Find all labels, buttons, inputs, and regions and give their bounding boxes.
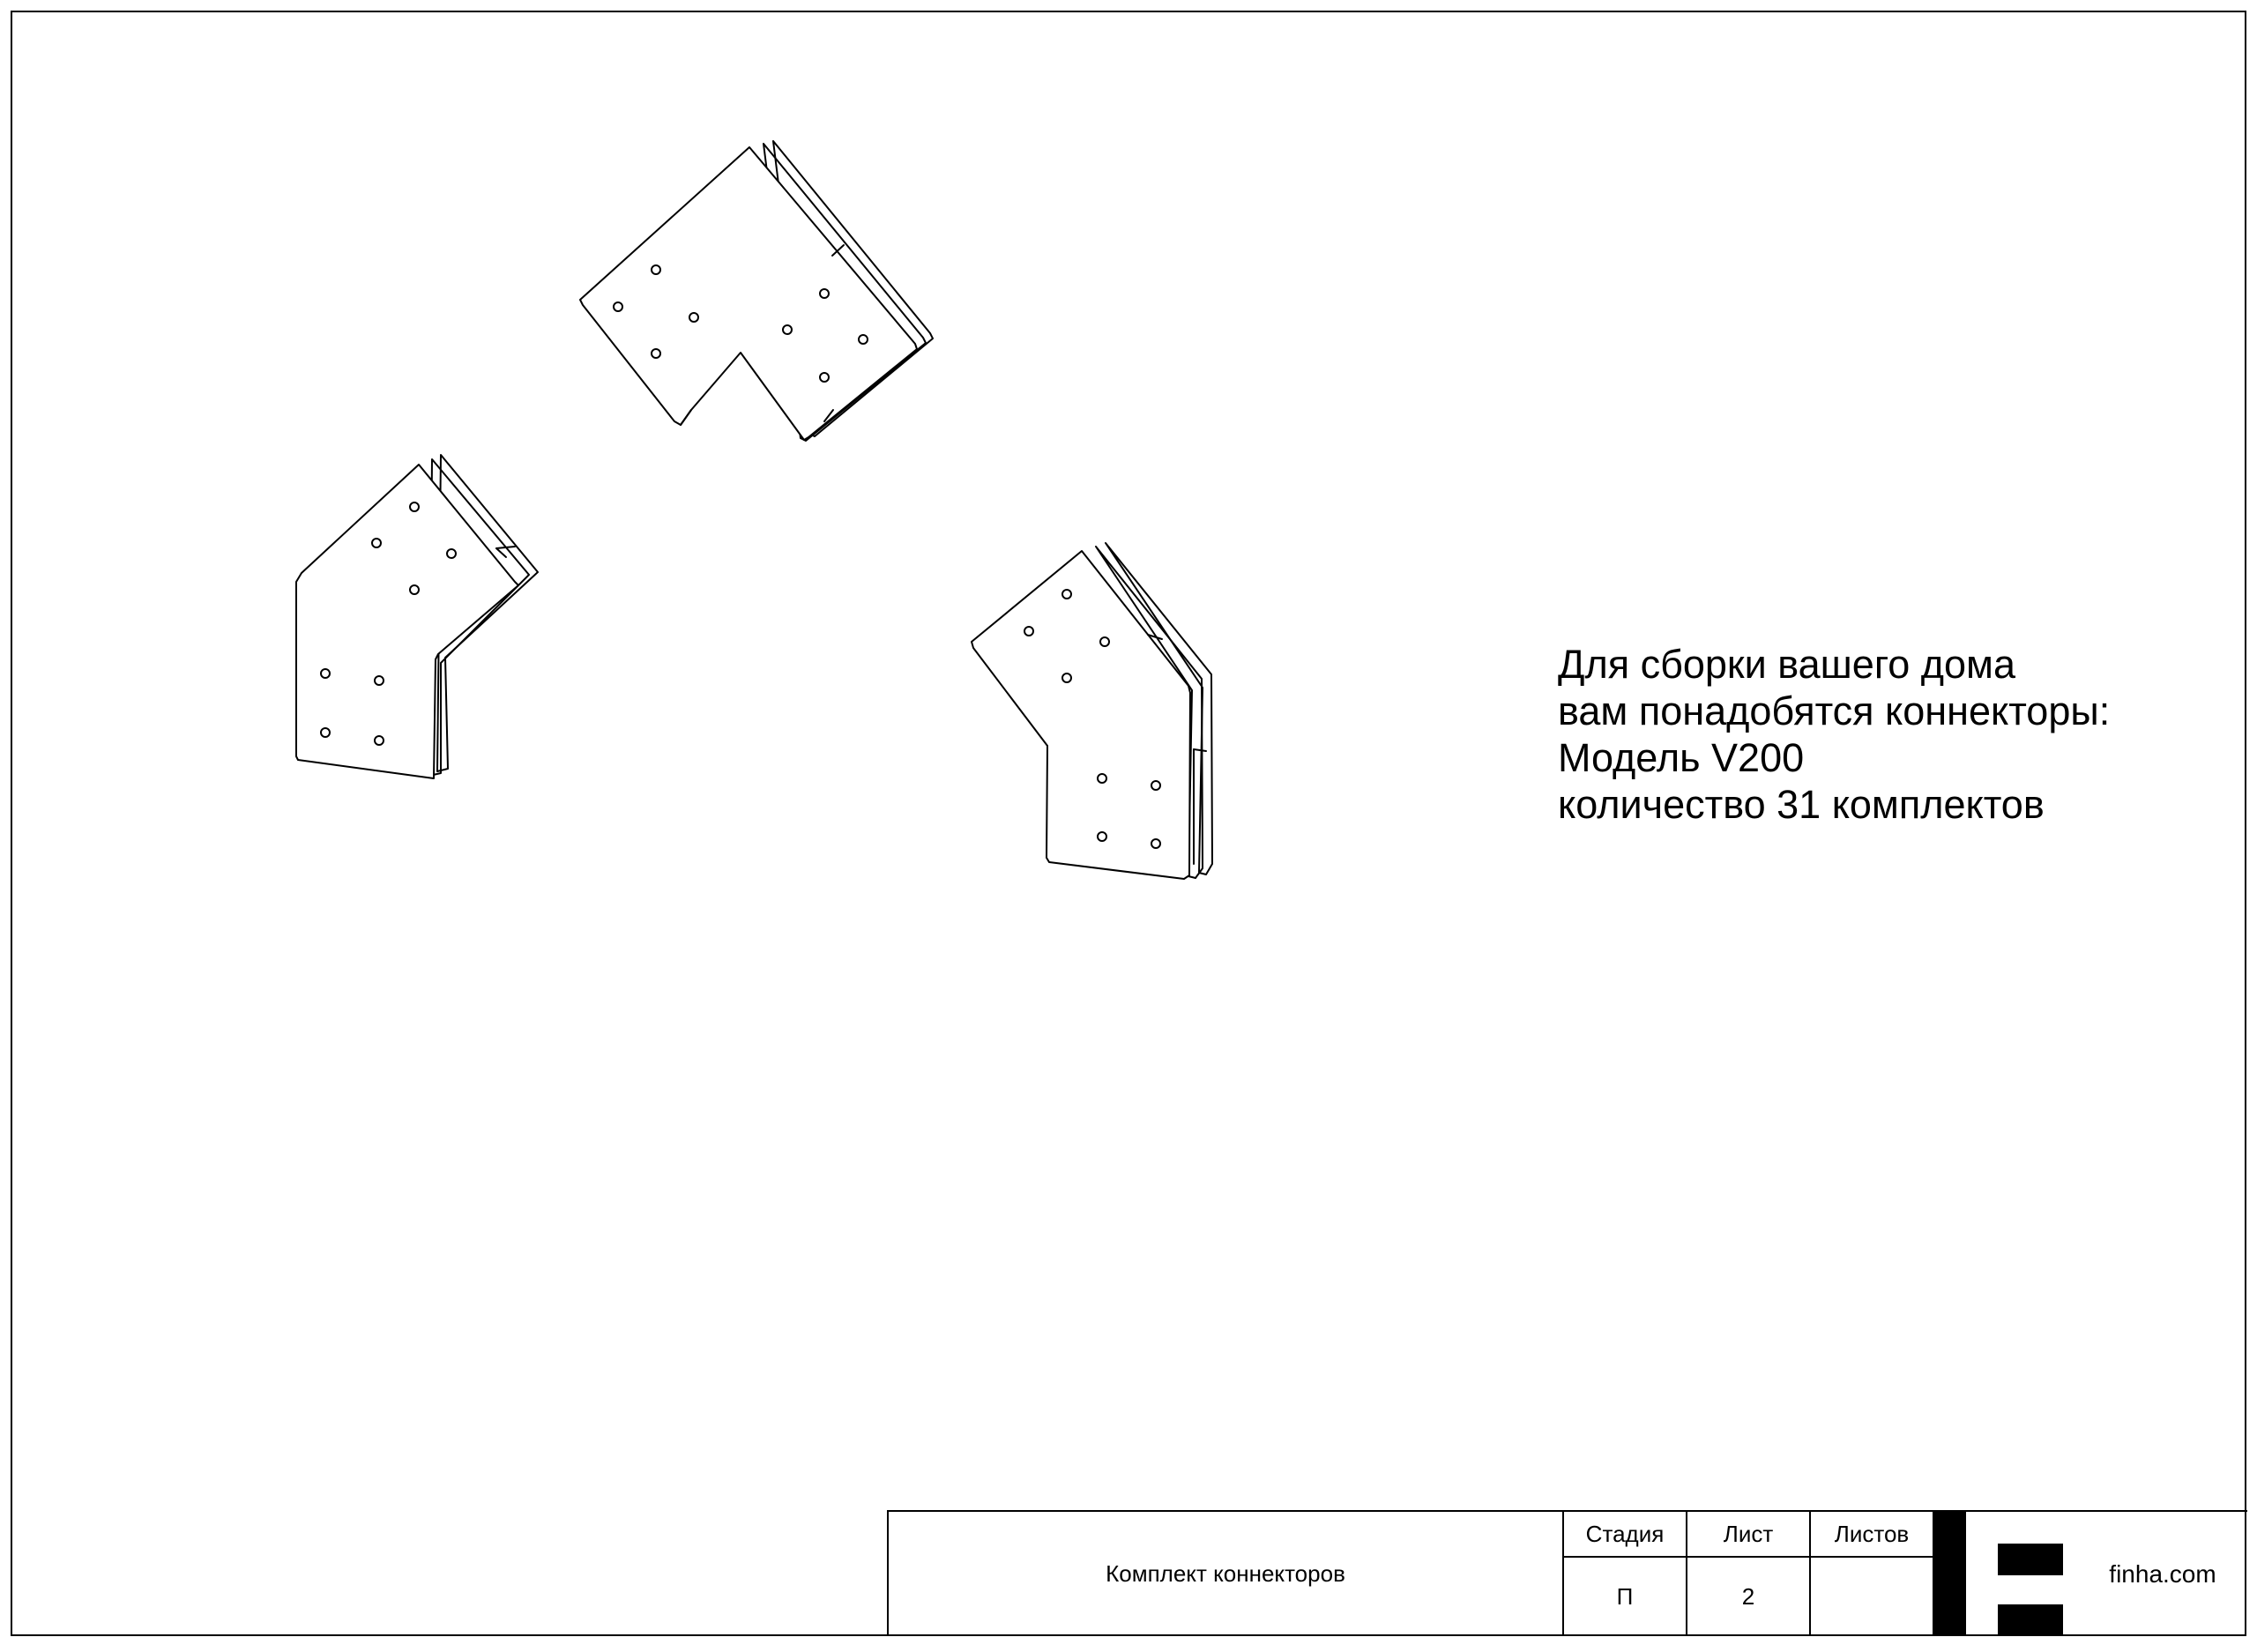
title-block-name: Комплект коннекторов bbox=[889, 1512, 1564, 1636]
sheet-value: 2 bbox=[1687, 1558, 1811, 1636]
connector-angled-center bbox=[972, 543, 1212, 879]
note-line-3: Модель V200 bbox=[1558, 735, 1805, 780]
sheets-value bbox=[1811, 1558, 1934, 1636]
title-block bbox=[887, 1510, 2247, 1636]
logo-mark bbox=[1934, 1512, 1966, 1636]
connector-l-shaped bbox=[580, 141, 933, 441]
stage-value: П bbox=[1564, 1558, 1687, 1636]
connector-angled-left bbox=[296, 455, 538, 778]
note-line-4: количество 31 комплектов bbox=[1558, 782, 2045, 827]
sheets-header: Листов bbox=[1811, 1512, 1934, 1558]
note-line-1: Для сборки вашего дома bbox=[1558, 642, 2016, 687]
stage-header: Стадия bbox=[1564, 1512, 1687, 1558]
sheet-header: Лист bbox=[1687, 1512, 1811, 1558]
note-line-2: вам понадобятся коннекторы: bbox=[1558, 688, 2111, 733]
website-label: finha.com bbox=[2109, 1559, 2216, 1588]
logo-block-top bbox=[1998, 1544, 2063, 1575]
logo-block-bottom bbox=[1998, 1604, 2063, 1636]
connector-requirement-note bbox=[1558, 641, 2110, 828]
